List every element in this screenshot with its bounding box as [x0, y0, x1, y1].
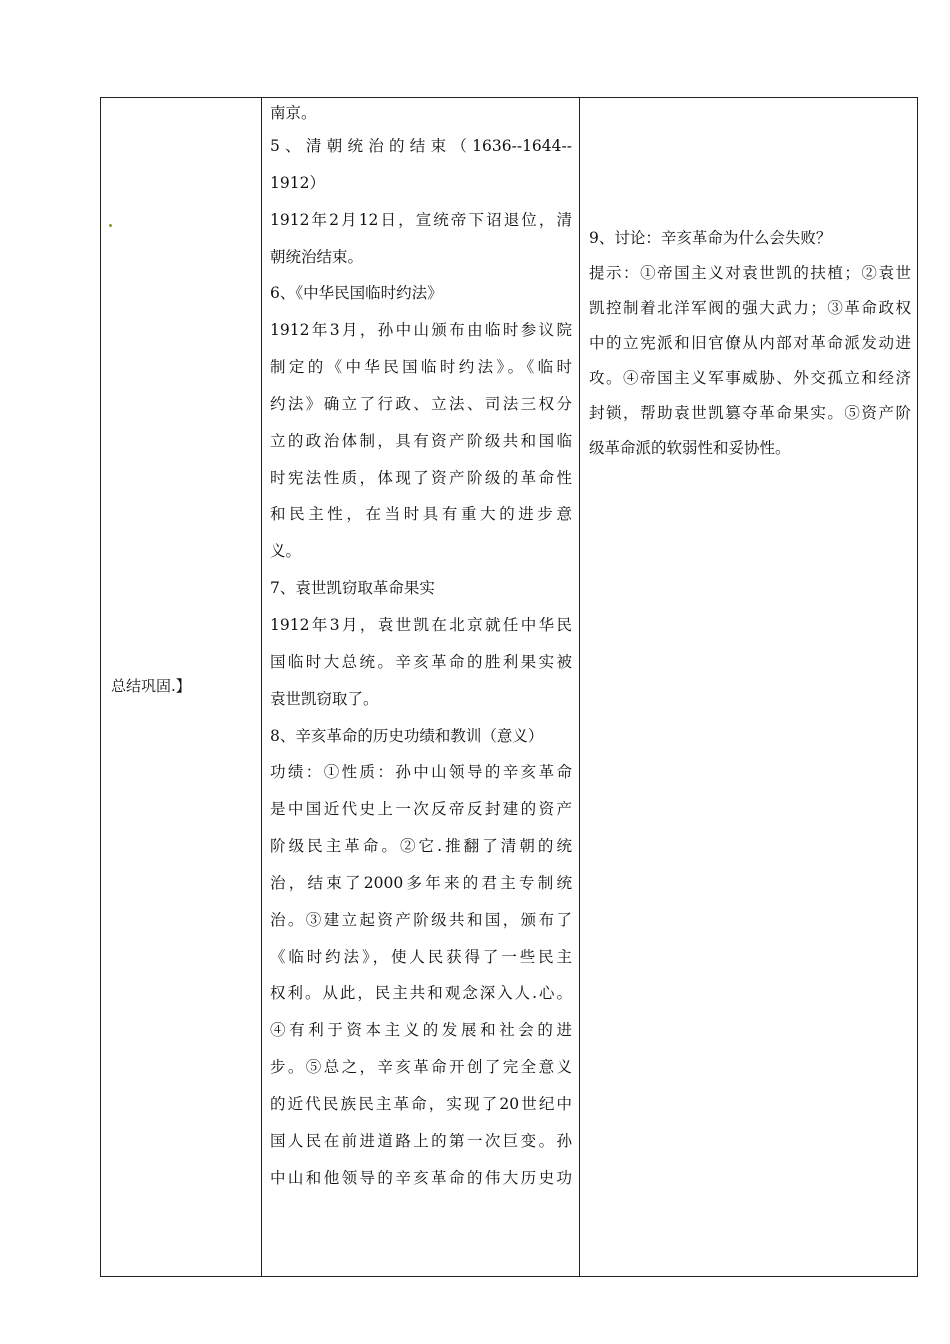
text-line: 1912年2月12日，宣统帝下诏退位，清 — [270, 210, 572, 229]
text-line: 和民主性，在当时具有重大的进步意 — [270, 505, 572, 524]
text-line: 提示：①帝国主义对袁世凯的扶植；②袁世 — [589, 264, 911, 282]
text-line: 6、《中华民国临时约法》 — [270, 284, 443, 303]
middle-column — [270, 98, 572, 1196]
text-line: 权利。从此，民主共和观念深入人.心。 — [270, 984, 572, 1003]
text-line: 南京。 — [270, 104, 317, 122]
column-divider — [579, 98, 580, 1276]
text-line: 阶级民主革命。②它.推翻了清朝的统 — [270, 837, 572, 856]
right-column — [589, 221, 911, 466]
text-line: 1912年3月，孙中山颁布由临时参议院 — [270, 321, 572, 340]
text-line: 立的政治体制，具有资产阶级共和国临 — [270, 431, 572, 450]
text-line: 的近代民族民主革命，实现了20世纪中 — [270, 1094, 572, 1113]
text-line: 攻。④帝国主义军事威胁、外交孤立和经济 — [589, 369, 911, 387]
left-column — [101, 98, 261, 1276]
text-line: 治。③建立起资产阶级共和国，颁布了 — [270, 910, 572, 929]
text-line: 是中国近代史上一次反帝反封建的资产 — [270, 800, 572, 819]
text-line: 7、袁世凯窃取革命果实 — [270, 579, 435, 598]
text-line: 中的立宪派和旧官僚从内部对革命派发动进 — [589, 334, 911, 352]
text-line: 级革命派的软弱性和妥协性。 — [589, 439, 791, 457]
text-line: 朝统治结束。 — [270, 247, 364, 266]
column-divider — [261, 98, 262, 1276]
text-line: 功绩：①性质：孙中山领导的辛亥革命 — [270, 763, 572, 782]
text-line: ④有利于资本主义的发展和社会的进 — [270, 1021, 572, 1040]
text-line: 5、清朝统治的结束（1636--1644-- — [270, 137, 572, 155]
text-line: 袁世凯窃取了。 — [270, 689, 379, 708]
text-line: 封锁，帮助袁世凯篡夺革命果实。⑤资产阶 — [589, 404, 911, 422]
summary-label: 总结巩固.】 — [111, 677, 191, 695]
text-line: 治，结束了2000多年来的君主专制统 — [270, 873, 572, 892]
text-line: 约法》确立了行政、立法、司法三权分 — [270, 394, 572, 413]
text-line: 凯控制着北洋军阀的强大武力；③革命政权 — [589, 299, 911, 317]
text-line: 国人民在前进道路上的第一次巨变。孙 — [270, 1131, 572, 1150]
text-line: 8、辛亥革命的历史功绩和教训（意义） — [270, 726, 544, 745]
text-line: 义。 — [270, 542, 302, 561]
lesson-table — [100, 97, 918, 1277]
text-line: 时宪法性质，体现了资产阶级的革命性 — [270, 468, 572, 487]
text-line: 《临时约法》，使人民获得了一些民主 — [270, 947, 572, 966]
dot-mark — [109, 224, 112, 227]
text-line: 1912） — [270, 173, 325, 192]
text-line: 制定的《中华民国临时约法》。《临时 — [270, 358, 572, 377]
text-line: 步。⑤总之，辛亥革命开创了完全意义 — [270, 1058, 572, 1077]
text-line: 国临时大总统。辛亥革命的胜利果实被 — [270, 652, 572, 671]
text-line: 1912年3月，袁世凯在北京就任中华民 — [270, 615, 572, 634]
text-line: 中山和他领导的辛亥革命的伟大历史功 — [270, 1168, 572, 1187]
discussion-question: 9、讨论：辛亥革命为什么会失败？ — [589, 229, 832, 247]
